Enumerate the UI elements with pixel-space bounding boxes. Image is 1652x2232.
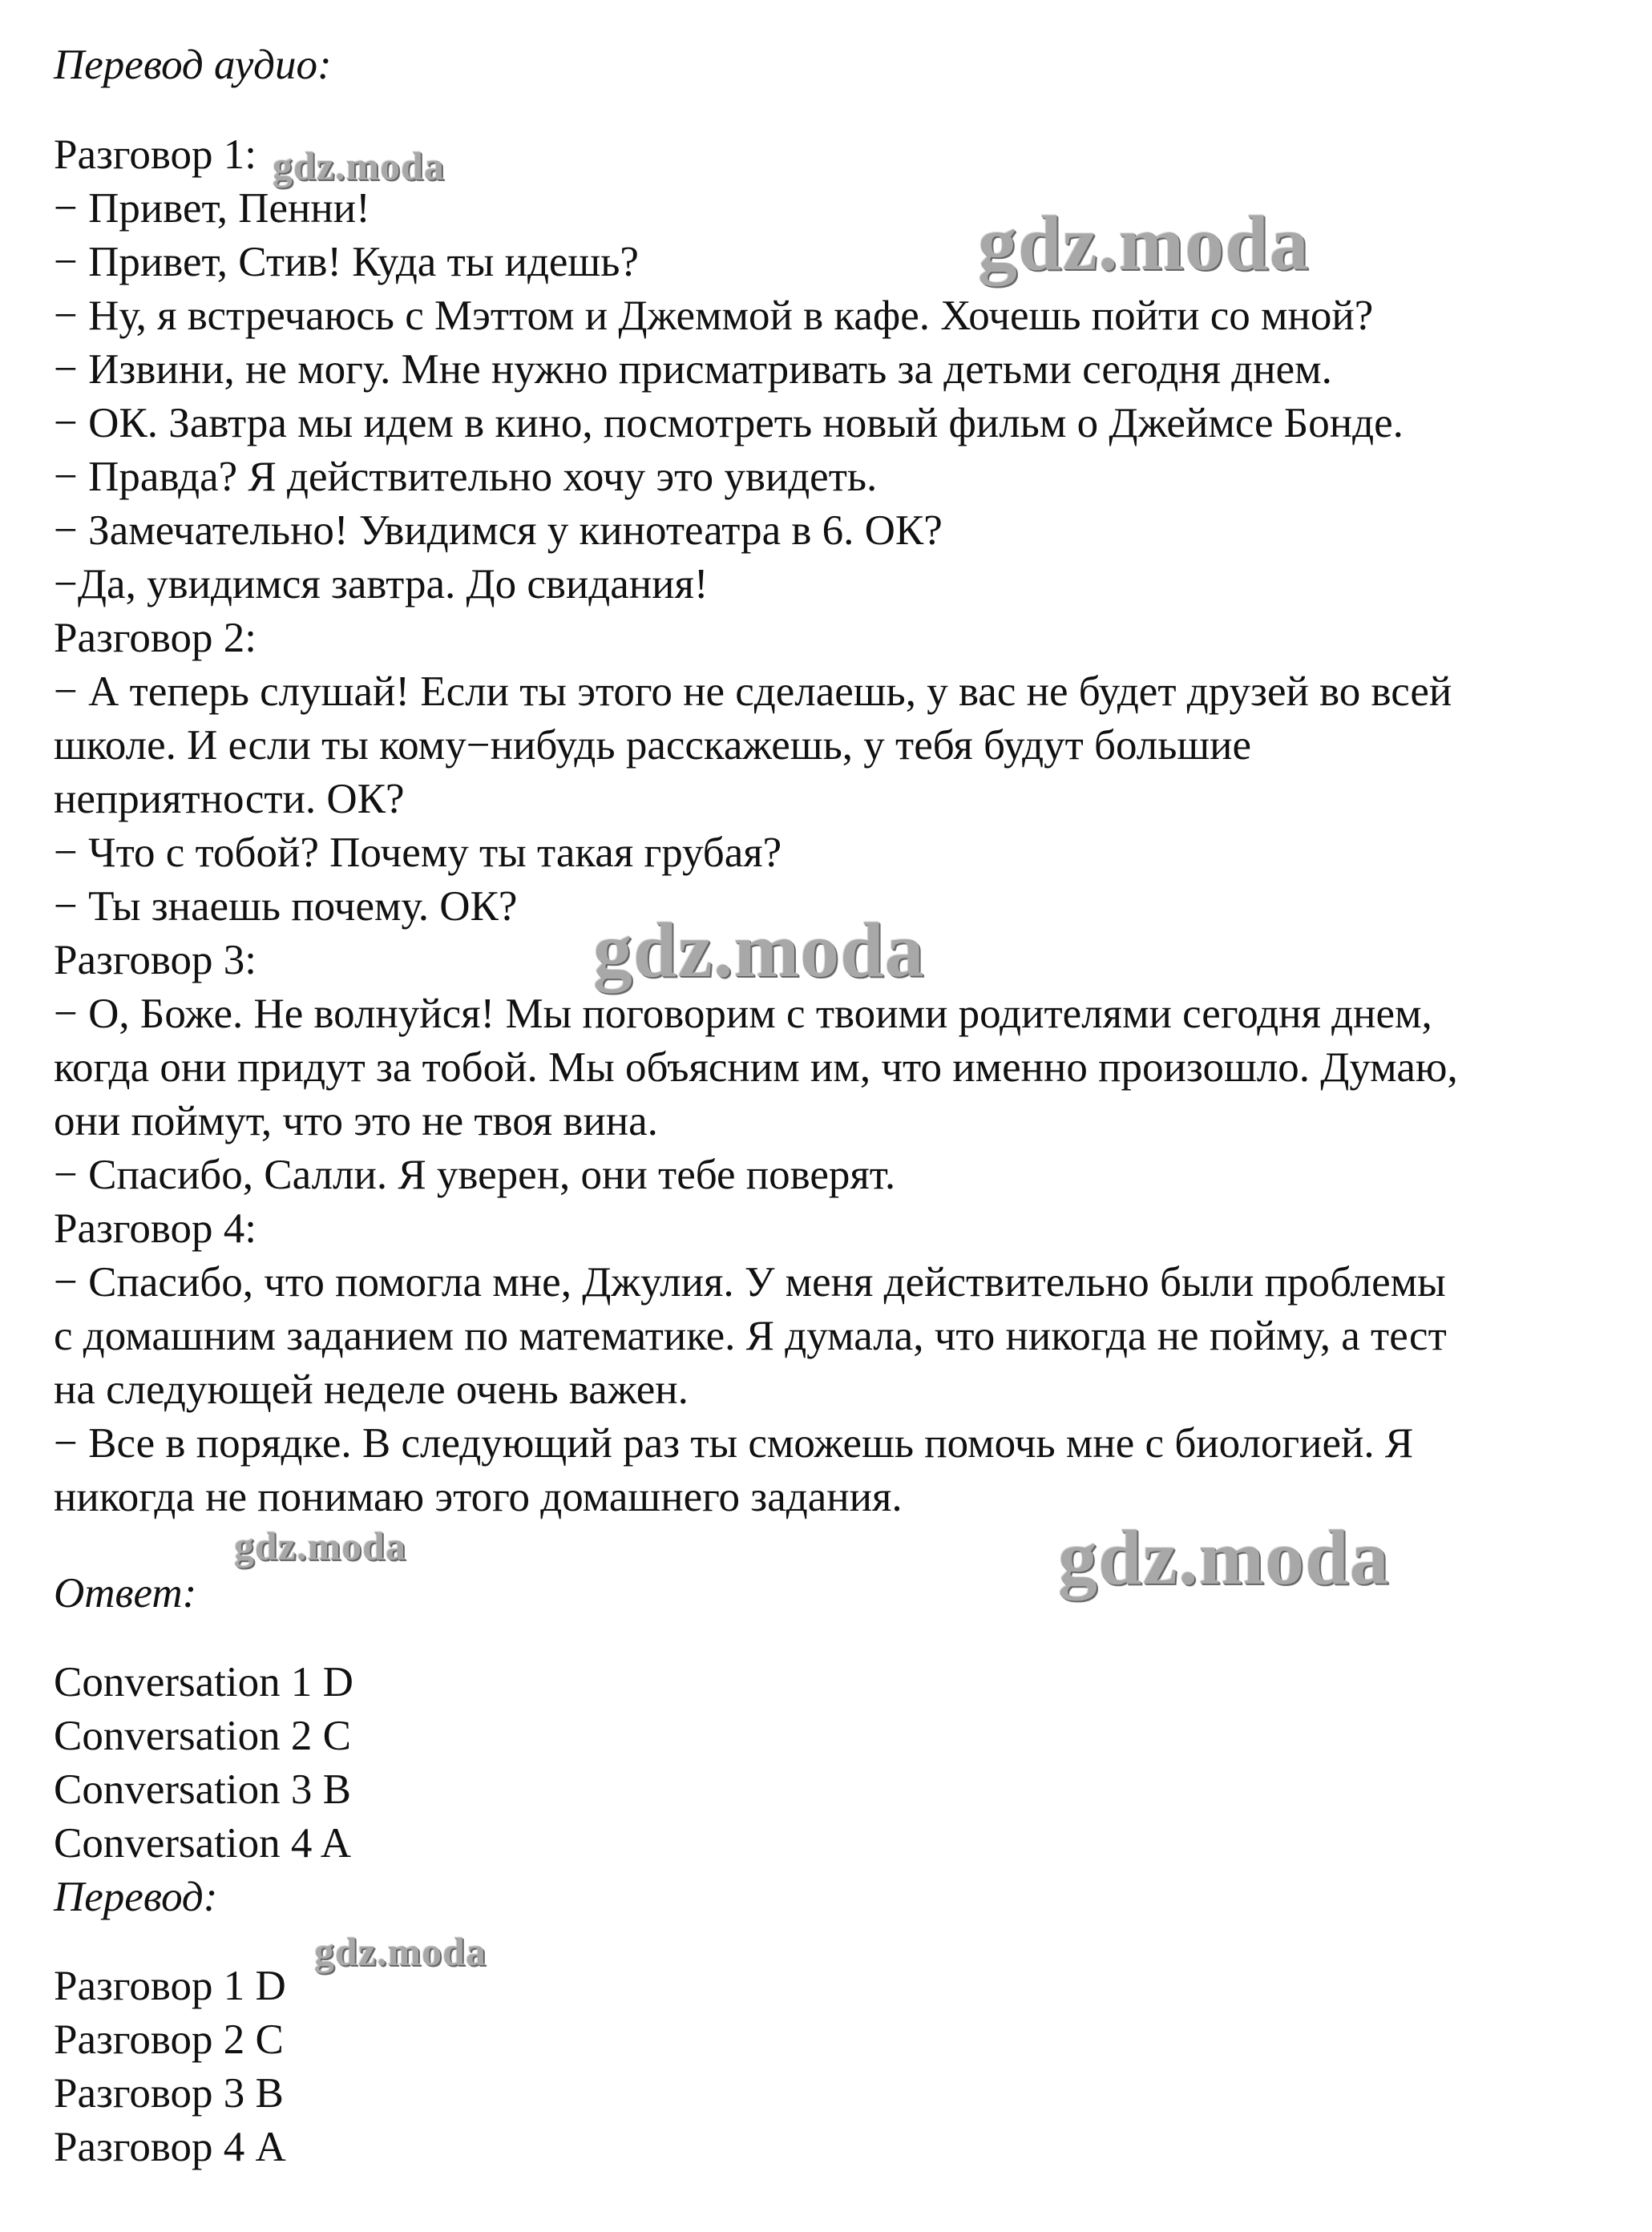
dialogue-line: − Что с тобой? Почему ты такая грубая?: [54, 829, 782, 876]
translation-item: Разговор 4 A: [54, 2124, 286, 2170]
translation-item: Разговор 3 B: [54, 2070, 284, 2117]
dialogue-line: − Спасибо, что помогла мне, Джулия. У меня действительно были проблемы: [54, 1259, 1446, 1306]
dialogue-line: на следующей неделе очень важен.: [54, 1366, 689, 1413]
dialogue-line: − Замечательно! Увидимся у кинотеатра в 6. ОК?: [54, 507, 943, 554]
watermark-logo: gdz.moda: [978, 200, 1310, 287]
conversation-3-title: Разговор 3:: [54, 937, 256, 983]
dialogue-line: школе. И если ты кому−нибудь расскажешь, у тебя будут большие: [54, 722, 1252, 769]
dialogue-line: − Ты знаешь почему. ОК?: [54, 883, 518, 930]
watermark-logo: gdz.moda: [593, 907, 925, 994]
conversation-4-title: Разговор 4:: [54, 1205, 256, 1252]
dialogue-line: с домашним заданием по математике. Я думала, что никогда не пойму, а тест: [54, 1313, 1447, 1359]
dialogue-line: когда они придут за тобой. Мы объясним им, что именно произошло. Думаю,: [54, 1044, 1458, 1091]
dialogue-line: −Да, увидимся завтра. До свидания!: [54, 561, 709, 607]
dialogue-line: − О, Боже. Не волнуйся! Мы поговорим с твоими родителями сегодня днем,: [54, 991, 1432, 1037]
watermark-logo: gdz.moda: [234, 1524, 406, 1568]
dialogue-line: − Правда? Я действительно хочу это увидеть.: [54, 454, 878, 500]
heading-audio-translation: Перевод аудио:: [54, 42, 332, 88]
watermark-logo: gdz.moda: [1058, 1515, 1390, 1601]
dialogue-line: они поймут, что это не твоя вина.: [54, 1098, 658, 1144]
translation-item: Разговор 2 C: [54, 2016, 284, 2063]
answer-item: Conversation 1 D: [54, 1659, 353, 1705]
dialogue-line: − Все в порядке. В следующий раз ты сможешь помочь мне с биологией. Я: [54, 1420, 1414, 1467]
dialogue-line: − Привет, Пенни!: [54, 185, 370, 232]
answer-item: Conversation 4 A: [54, 1820, 351, 1867]
conversation-2-title: Разговор 2:: [54, 615, 256, 661]
dialogue-line: неприятности. ОК?: [54, 776, 405, 822]
dialogue-line: − ОК. Завтра мы идем в кино, посмотреть новый фильм о Джеймсе Бонде.: [54, 400, 1404, 446]
answer-label: Ответ:: [54, 1570, 197, 1616]
answer-item: Conversation 3 B: [54, 1766, 351, 1813]
dialogue-line: − Извини, не могу. Мне нужно присматривать за детьми сегодня днем.: [54, 346, 1332, 393]
translation-label: Перевод:: [54, 1874, 218, 1920]
watermark-logo: gdz.moda: [314, 1929, 487, 1974]
dialogue-line: никогда не понимаю этого домашнего задания.: [54, 1474, 903, 1520]
answer-item: Conversation 2 C: [54, 1713, 351, 1759]
watermark-logo: gdz.moda: [273, 143, 445, 188]
dialogue-line: − Ну, я встречаюсь с Мэттом и Джеммой в кафе. Хочешь пойти со мной?: [54, 293, 1374, 339]
conversation-1-title: Разговор 1:: [54, 131, 256, 178]
dialogue-line: − Привет, Стив! Куда ты идешь?: [54, 239, 639, 285]
translation-item: Разговор 1 D: [54, 1963, 286, 2009]
dialogue-line: − А теперь слушай! Если ты этого не сделаешь, у вас не будет друзей во всей: [54, 668, 1452, 715]
dialogue-line: − Спасибо, Салли. Я уверен, они тебе поверят.: [54, 1152, 896, 1198]
